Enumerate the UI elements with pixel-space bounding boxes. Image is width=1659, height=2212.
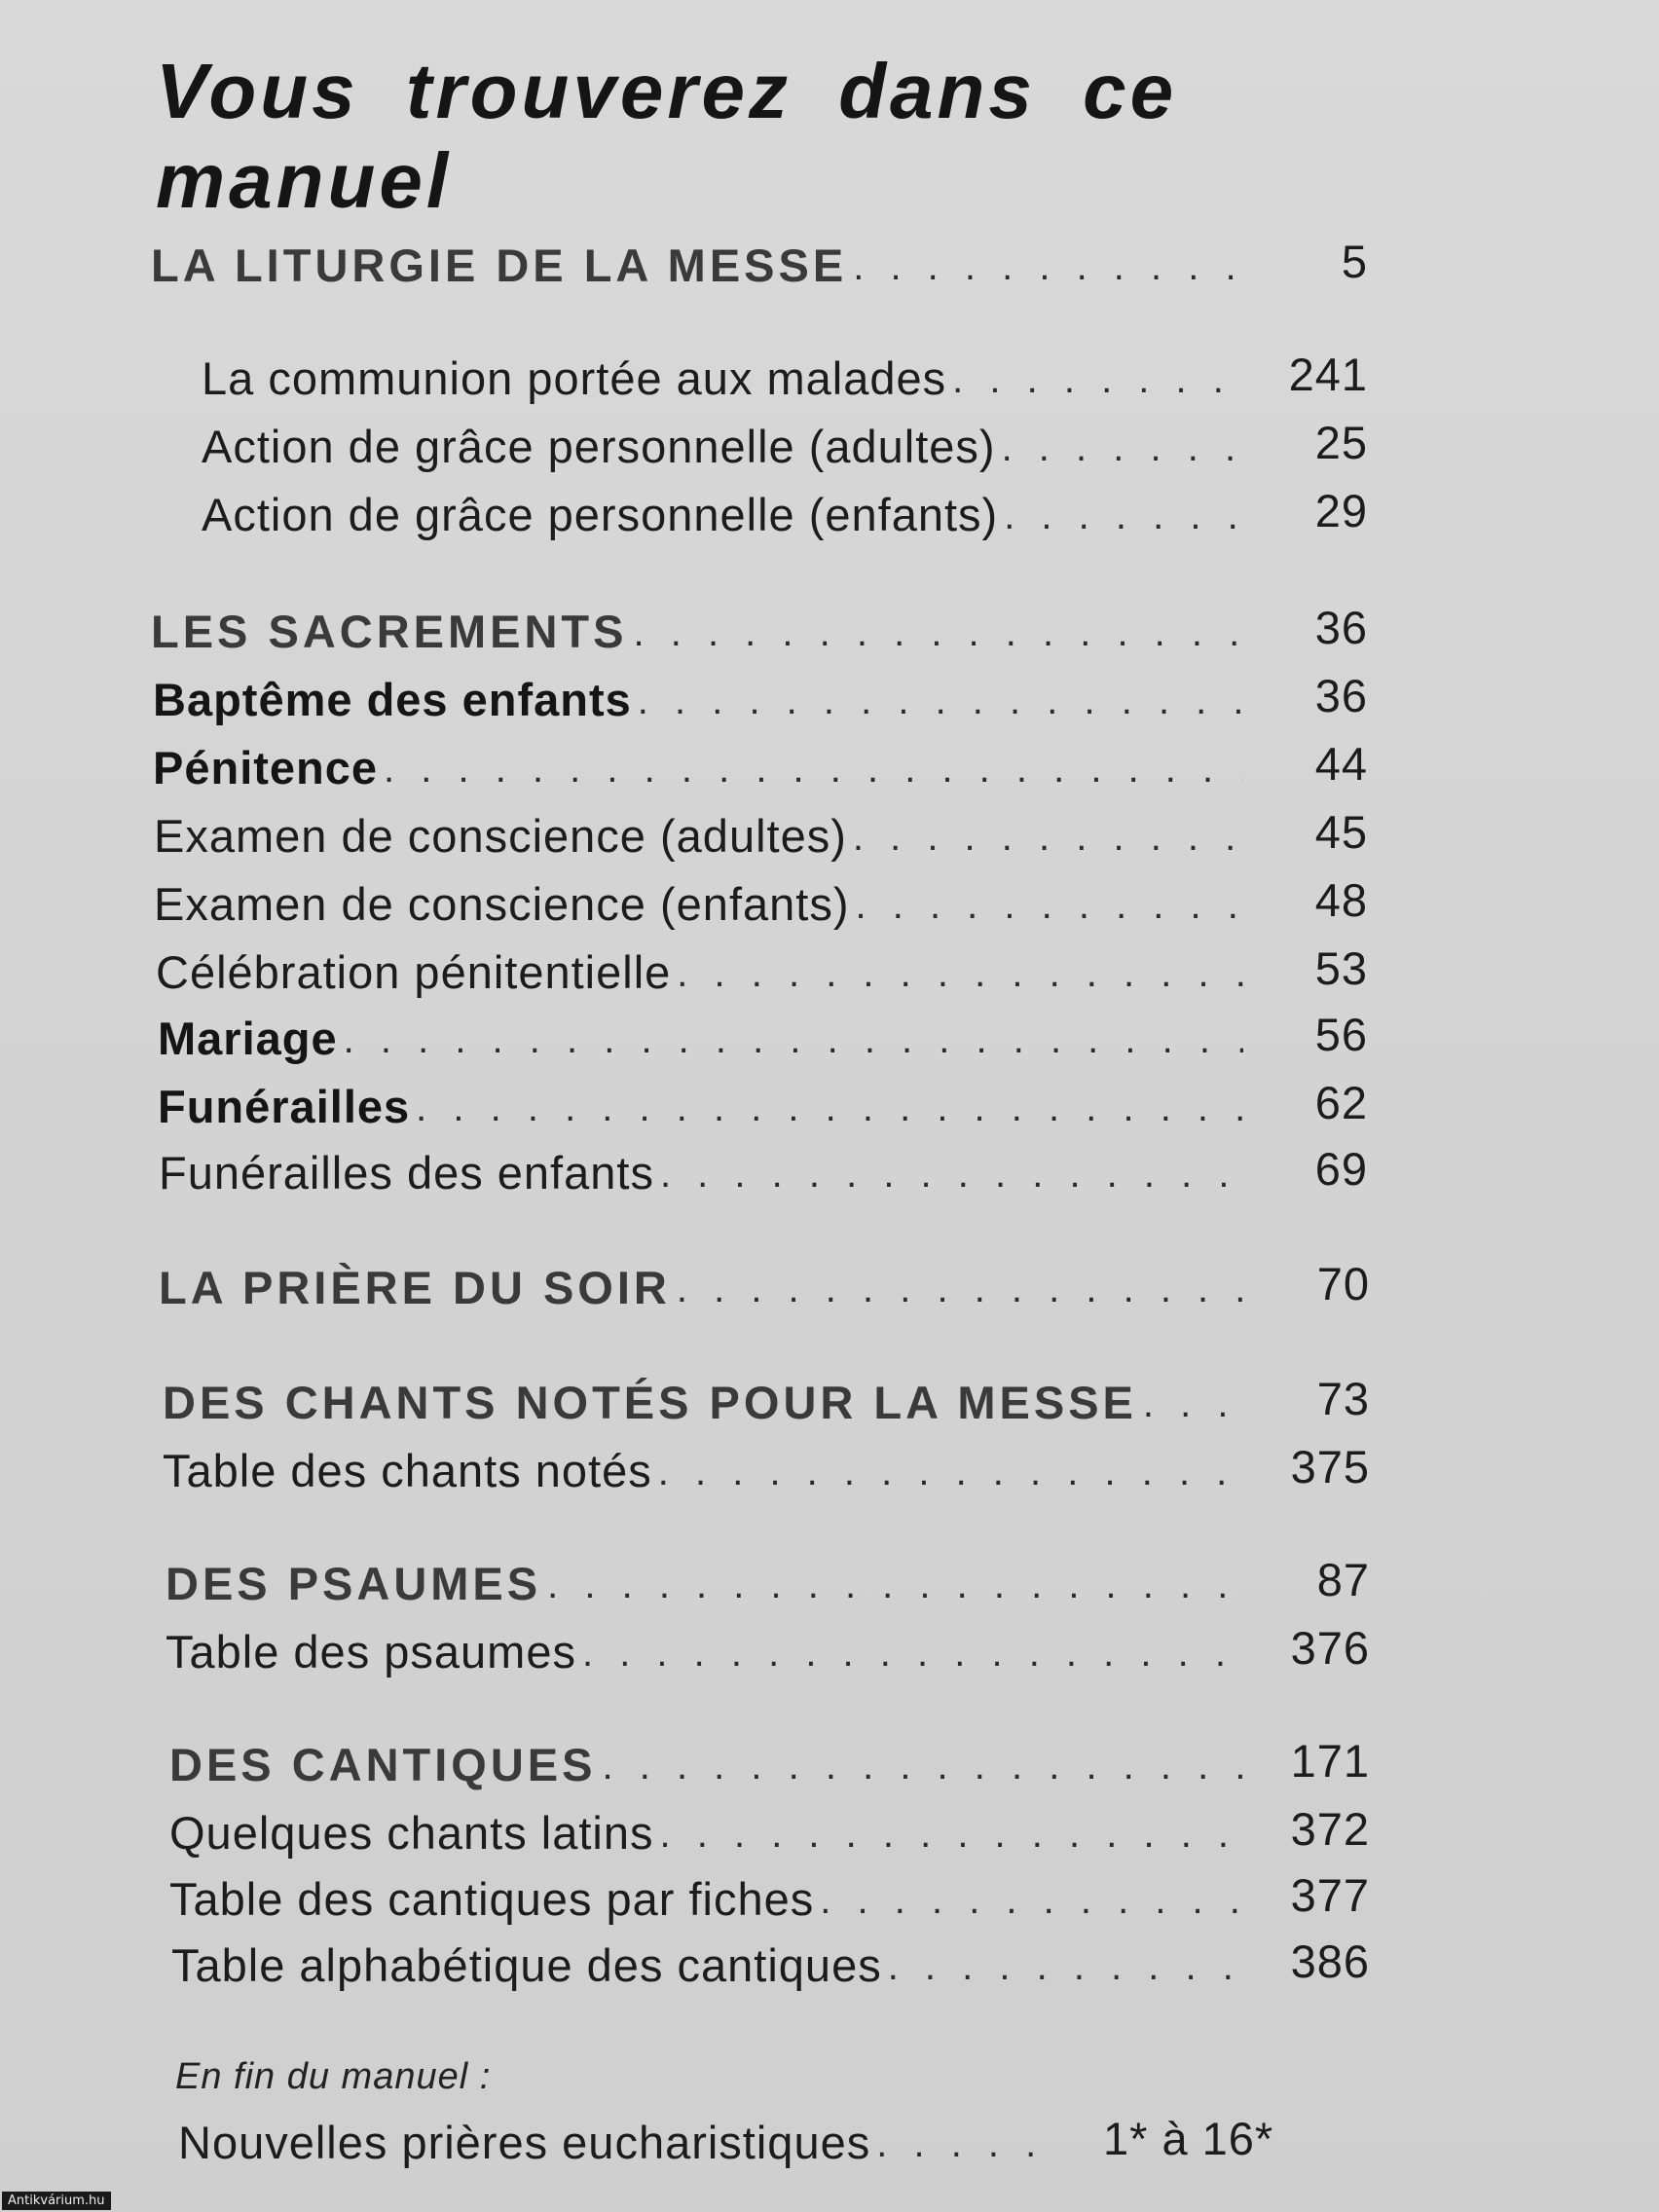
toc-entry-table-alphabetique <box>171 1924 1370 1992</box>
toc-entry-celebration-penitentielle <box>156 931 1368 999</box>
toc-entry-psaumes <box>166 1542 1370 1610</box>
leader-dots <box>634 613 1244 658</box>
toc-entry-page: 372 <box>1290 1803 1370 1855</box>
toc-entry-page: 377 <box>1290 1869 1370 1921</box>
leader-dots <box>638 682 1243 726</box>
toc-entry-page: 5 <box>1341 236 1368 287</box>
toc-entry-page: 45 <box>1314 806 1368 858</box>
toc-entry-label: Table des psaumes <box>166 1626 576 1677</box>
toc-entry-penitence <box>153 726 1368 794</box>
toc-entry-action-grace-enfants <box>202 473 1368 541</box>
toc-entry-label: DES PSAUMES <box>166 1558 542 1609</box>
toc-entry-sacrements <box>151 590 1368 658</box>
toc-entry-label: Quelques chants latins <box>169 1807 654 1859</box>
toc-entry-page: 241 <box>1288 349 1368 400</box>
toc-entry-label: Examen de conscience (enfants) <box>154 878 850 930</box>
leader-dots <box>952 360 1243 405</box>
toc-entry-page: 29 <box>1314 485 1368 536</box>
leader-dots <box>820 1881 1245 1926</box>
toc-entry-page: 375 <box>1290 1441 1370 1493</box>
leader-dots <box>853 247 1243 292</box>
closing-intro: En fin du manuel : <box>175 2056 492 2097</box>
toc-entry-label: Funérailles des enfants <box>159 1147 654 1198</box>
leader-dots <box>660 1815 1245 1860</box>
toc-entry-table-chants-notes <box>163 1429 1370 1497</box>
toc-entry-prieres-eucharistiques <box>178 2101 1370 2169</box>
leader-dots <box>1143 1384 1245 1429</box>
toc-entry-label: La communion portée aux malades <box>202 352 947 404</box>
leader-dots <box>677 1270 1245 1314</box>
toc-entry-label: DES CANTIQUES <box>169 1739 597 1790</box>
leader-dots <box>384 750 1243 794</box>
toc-entry-page: 53 <box>1314 942 1368 994</box>
leader-dots <box>660 1155 1243 1199</box>
toc-entry-label: Nouvelles prières eucharistiques <box>178 2117 871 2168</box>
toc-entry-priere-soir <box>159 1246 1370 1314</box>
toc-entry-label: Table des chants notés <box>163 1445 652 1496</box>
toc-entry-label: Table des cantiques par fiches <box>169 1873 815 1925</box>
toc-entry-page: 44 <box>1314 738 1368 790</box>
toc-entry-chants-notes <box>163 1361 1370 1429</box>
toc-entry-label: LA LITURGIE DE LA MESSE <box>151 240 848 291</box>
toc-entry-funerailles <box>158 1065 1368 1133</box>
leader-dots <box>582 1634 1245 1678</box>
toc-entry-label: Mariage <box>158 1013 338 1064</box>
toc-entry-label: Funérailles <box>158 1081 411 1132</box>
leader-dots <box>1002 428 1243 473</box>
toc-entry-label: Table alphabétique des cantiques <box>171 1939 882 1991</box>
toc-entry-label: Baptême des enfants <box>153 674 632 725</box>
page-title: Vous trouverez dans ce manuel <box>156 48 1178 224</box>
toc-entry-mariage <box>158 997 1368 1065</box>
toc-entry-cantiques <box>169 1723 1370 1791</box>
toc-entry-label: Action de grâce personnelle (enfants) <box>202 489 999 540</box>
toc-entry-page: 69 <box>1314 1143 1368 1195</box>
toc-entry-page: 36 <box>1314 602 1368 653</box>
toc-entry-page: 171 <box>1290 1735 1370 1787</box>
leader-dots <box>547 1566 1245 1610</box>
toc-entry-page: 56 <box>1314 1009 1368 1060</box>
leader-dots <box>677 954 1243 999</box>
leader-dots <box>603 1747 1246 1791</box>
toc-entry-examen-enfants <box>154 863 1368 931</box>
leader-dots <box>344 1020 1243 1065</box>
toc-entry-page: 48 <box>1314 874 1368 926</box>
toc-entry-label: LES SACREMENTS <box>151 606 628 657</box>
leader-dots <box>888 1947 1245 1992</box>
toc-entry-liturgie-messe <box>151 224 1368 292</box>
toc-entry-label: Célébration pénitentielle <box>156 946 672 998</box>
leader-dots <box>416 1088 1243 1133</box>
toc-entry-table-psaumes <box>166 1610 1370 1678</box>
leader-dots <box>876 2124 1042 2169</box>
toc-entry-page: 87 <box>1316 1554 1370 1605</box>
toc-entry-page: 62 <box>1314 1077 1368 1128</box>
toc-entry-label: DES CHANTS NOTÉS POUR LA MESSE <box>163 1377 1137 1428</box>
toc-entry-label: Examen de conscience (adultes) <box>154 810 847 862</box>
leader-dots <box>855 886 1243 931</box>
toc-entry-funerailles-enfants <box>159 1131 1368 1199</box>
toc-entry-action-grace-adultes <box>202 405 1368 473</box>
toc-entry-page: 73 <box>1316 1373 1370 1424</box>
leader-dots <box>658 1453 1245 1497</box>
toc-entry-examen-adultes <box>154 794 1368 863</box>
toc-entry-page: 376 <box>1290 1622 1370 1674</box>
leader-dots <box>853 818 1243 863</box>
toc-entry-page: 70 <box>1316 1258 1370 1309</box>
toc-entry-label: Pénitence <box>153 742 379 793</box>
toc-entry-page: 1* à 16* <box>1102 2113 1274 2164</box>
toc-entry-label: LA PRIÈRE DU SOIR <box>159 1262 671 1313</box>
toc-entry-table-cantiques-fiches <box>169 1858 1370 1926</box>
watermark: Antikvárium.hu <box>2 2192 111 2210</box>
toc-entry-label: Action de grâce personnelle (adultes) <box>202 421 996 472</box>
toc-entry-page: 36 <box>1314 670 1368 721</box>
toc-entry-page: 386 <box>1290 1936 1370 1987</box>
toc-entry-bapteme <box>153 658 1368 726</box>
leader-dots <box>1004 497 1243 541</box>
toc-entry-chants-latins <box>169 1791 1370 1860</box>
toc-entry-communion-malades <box>202 337 1368 405</box>
toc-entry-page: 25 <box>1314 417 1368 468</box>
